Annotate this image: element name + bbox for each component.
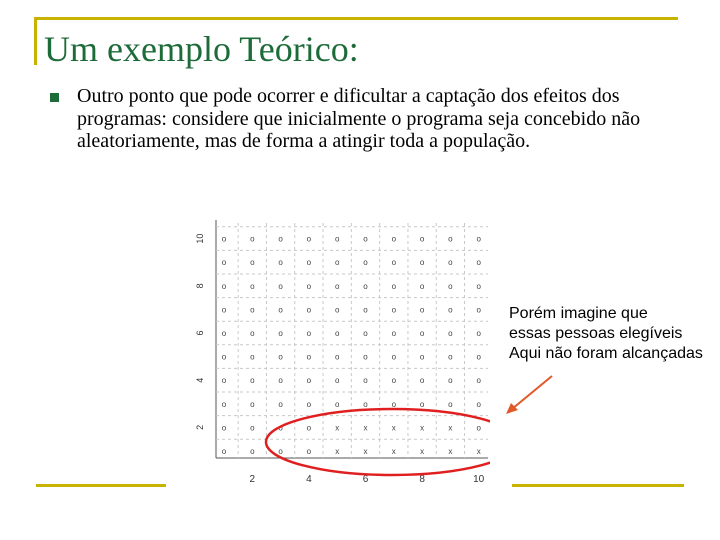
data-point: o xyxy=(448,305,453,315)
y-tick-label: 4 xyxy=(195,377,205,383)
callout-line: Porém imagine que xyxy=(509,305,648,322)
data-point: o xyxy=(250,399,255,409)
data-point: o xyxy=(221,399,227,409)
data-point: o xyxy=(334,234,340,244)
x-tick-label: 6 xyxy=(362,474,369,485)
data-point: o xyxy=(419,258,425,268)
data-point: o xyxy=(476,399,481,409)
data-point: o xyxy=(363,329,368,338)
data-point: o xyxy=(419,305,425,315)
data-point: o xyxy=(448,399,453,409)
data-point: o xyxy=(306,234,312,244)
data-point: o xyxy=(363,305,368,315)
data-point: o xyxy=(250,376,255,386)
treated-point: x xyxy=(420,447,425,456)
treated-point: x xyxy=(335,423,340,433)
data-point: o xyxy=(476,352,481,362)
data-point: o xyxy=(306,281,312,291)
data-point: o xyxy=(476,376,481,386)
data-point: o xyxy=(250,281,255,291)
plot-frame xyxy=(216,220,488,458)
data-point: o xyxy=(250,258,255,268)
data-point: o xyxy=(419,376,425,386)
y-tick-label: 8 xyxy=(195,283,205,289)
data-point: o xyxy=(221,258,227,268)
data-point: o xyxy=(391,376,397,386)
data-point: o xyxy=(419,234,425,244)
data-point: o xyxy=(250,305,255,315)
data-point: o xyxy=(250,423,255,433)
data-point: o xyxy=(476,234,481,244)
data-point: o xyxy=(306,352,312,362)
data-point: o xyxy=(363,399,368,409)
data-point: o xyxy=(334,329,340,338)
data-point: o xyxy=(391,305,397,315)
data-point: o xyxy=(306,376,312,386)
y-tick-label: 6 xyxy=(195,330,205,336)
data-point: o xyxy=(250,234,255,244)
data-point: o xyxy=(278,305,283,315)
data-point: o xyxy=(419,352,425,362)
treated-point: x xyxy=(476,447,481,456)
bullet-text: Outro ponto que pode ocorrer e dificultar a captação dos efeitos dos programas: considere que inicialmente o programa seja concebido não aleatoriamente, mas de forma a atingir toda a população. xyxy=(77,85,641,152)
y-tick-label: 2 xyxy=(195,424,205,430)
data-point: o xyxy=(278,352,283,362)
callout-line: essas pessoas elegíveis xyxy=(509,325,683,342)
data-point: o xyxy=(391,329,397,338)
data-point: o xyxy=(306,305,312,315)
data-point: o xyxy=(363,281,368,291)
data-point: o xyxy=(278,423,283,433)
data-point: o xyxy=(363,352,368,362)
bottom-accent-line-left xyxy=(36,484,166,487)
treated-point: x xyxy=(420,423,425,433)
data-point: o xyxy=(391,352,397,362)
data-point: o xyxy=(448,258,453,268)
data-point: o xyxy=(221,376,227,386)
data-point: o xyxy=(306,423,312,433)
data-point: o xyxy=(221,281,227,291)
data-point: o xyxy=(221,423,227,433)
data-point: o xyxy=(306,447,312,456)
data-point: o xyxy=(221,447,227,456)
data-point: o xyxy=(221,305,227,315)
data-point: o xyxy=(391,234,397,244)
data-point: o xyxy=(278,329,283,338)
data-point: o xyxy=(306,329,312,338)
data-point: o xyxy=(448,352,453,362)
treated-point: x xyxy=(363,423,368,433)
y-tick-label: 10 xyxy=(195,233,205,244)
data-point: o xyxy=(334,352,340,362)
data-point: o xyxy=(334,281,340,291)
data-point: o xyxy=(363,234,368,244)
data-point: o xyxy=(448,329,453,338)
data-point: o xyxy=(419,329,425,338)
data-point: o xyxy=(278,376,283,386)
data-point: o xyxy=(250,447,255,456)
top-accent-line xyxy=(34,17,678,20)
data-point: o xyxy=(334,258,340,268)
data-point: o xyxy=(334,376,340,386)
data-point: o xyxy=(448,234,453,244)
bullet-square-icon xyxy=(50,93,59,102)
data-point: o xyxy=(476,281,481,291)
data-point: o xyxy=(476,258,481,268)
data-point: o xyxy=(363,376,368,386)
data-point: o xyxy=(476,305,481,315)
callout-line: Aqui não foram alcançadas xyxy=(509,345,703,362)
data-point: o xyxy=(221,234,227,244)
data-point: o xyxy=(448,281,453,291)
treated-point: x xyxy=(448,447,453,456)
data-point: o xyxy=(278,258,283,268)
data-point: o xyxy=(391,281,397,291)
left-accent-line xyxy=(34,17,37,65)
bottom-accent-line-right xyxy=(512,484,684,487)
data-point: o xyxy=(448,376,453,386)
data-point: o xyxy=(221,352,227,362)
data-point: o xyxy=(278,234,283,244)
data-point: o xyxy=(363,258,368,268)
treated-point: x xyxy=(363,447,368,456)
slide-title: Um exemplo Teórico: xyxy=(44,29,359,69)
data-point: o xyxy=(278,447,283,456)
callout-text xyxy=(509,304,720,364)
data-point: o xyxy=(476,329,481,338)
scatter-plot xyxy=(190,215,490,490)
data-point: o xyxy=(306,399,312,409)
treated-point: x xyxy=(391,423,396,433)
data-point: o xyxy=(419,281,425,291)
treated-point: x xyxy=(448,423,453,433)
x-tick-label: 10 xyxy=(473,474,485,485)
data-point: o xyxy=(391,399,397,409)
data-point: o xyxy=(419,399,425,409)
data-point: o xyxy=(250,329,255,338)
callout-arrow-icon xyxy=(500,372,560,417)
data-point: o xyxy=(306,258,312,268)
treated-point: x xyxy=(391,447,396,456)
data-point: o xyxy=(391,258,397,268)
x-tick-label: 8 xyxy=(419,474,425,485)
x-tick-label: 2 xyxy=(249,474,256,485)
data-point: o xyxy=(334,399,340,409)
treated-point: x xyxy=(335,447,340,456)
data-point: o xyxy=(221,329,227,338)
data-point: o xyxy=(476,423,481,433)
data-point: o xyxy=(334,305,340,315)
data-point: o xyxy=(278,281,283,291)
data-point: o xyxy=(278,399,283,409)
data-point: o xyxy=(250,352,255,362)
x-tick-label: 4 xyxy=(306,474,312,485)
